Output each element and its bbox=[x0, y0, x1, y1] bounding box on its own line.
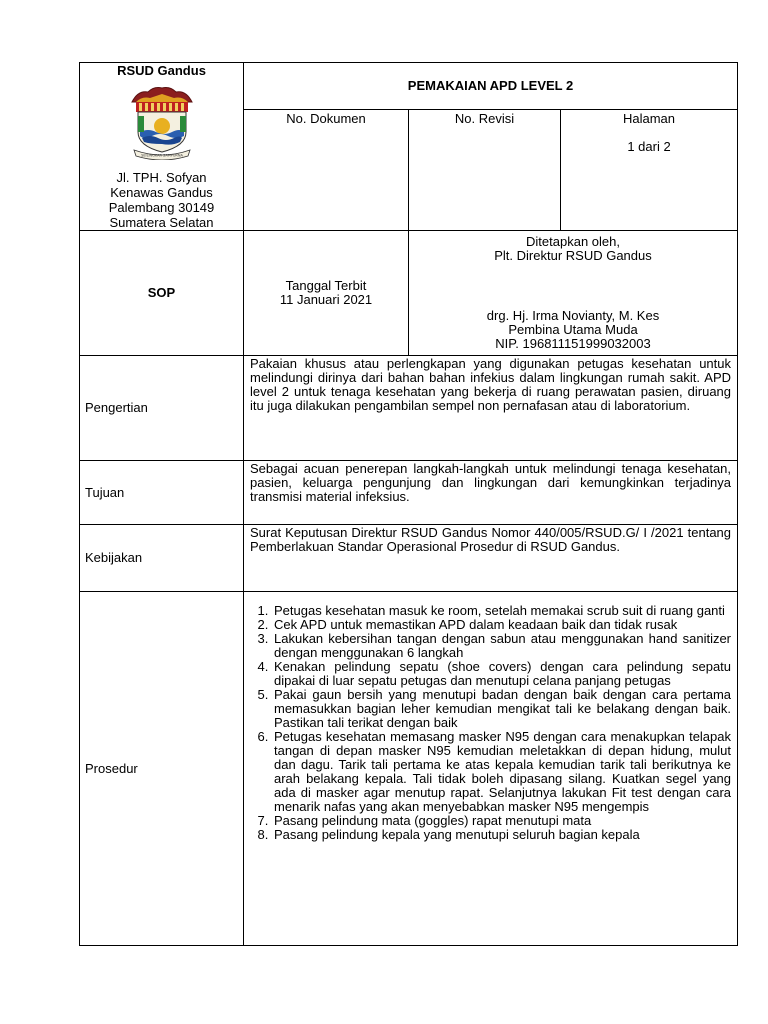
signer-nip: NIP. 196811151999032003 bbox=[495, 336, 651, 351]
prosedur-list bbox=[244, 604, 737, 842]
prosedur-step: 1. Petugas kesehatan masuk ke room, setelah memakai scrub suit di ruang ganti bbox=[272, 604, 731, 618]
prosedur-step: 7. Pasang pelindung mata (goggles) rapat menutupi mata bbox=[272, 814, 731, 828]
kebijakan-text: Surat Keputusan Direktur RSUD Gandus Nomor 440/005/RSUD.G/ I /2021 tentang Pemberlakuan Standar Operasional Prosedur di RSUD Gandus. bbox=[244, 525, 738, 592]
revision-label: No. Revisi bbox=[454, 110, 515, 126]
tujuan-label: Tujuan bbox=[80, 461, 244, 525]
prosedur-step: 3. Lakukan kebersihan tangan dengan sabun atau menggunakan hand sanitizer dengan menggunakan 6 langkah bbox=[272, 632, 731, 660]
prosedur-label: Prosedur bbox=[80, 592, 244, 946]
approved-by: Ditetapkan oleh, bbox=[526, 234, 620, 249]
prosedur-cell bbox=[244, 592, 738, 946]
pengertian-label: Pengertian bbox=[80, 356, 244, 461]
tujuan-text: Sebagai acuan penerepan langkah-langkah untuk melindungi tenaga kesehatan, pasien, keluarga pengunjung dan lingkungan dari kemungkinkan terjadinya transmisi material infeksius. bbox=[244, 461, 738, 525]
hospital-address bbox=[80, 170, 243, 230]
issue-date-value: 11 Januari 2021 bbox=[279, 292, 373, 307]
prosedur-step: 2. Cek APD untuk memastikan APD dalam keadaan baik dan tidak rusak bbox=[272, 618, 731, 632]
prosedur-step: 5. Pakai gaun bersih yang menutupi badan dengan baik dengan cara pertama memasukkan bagian leher kemudian mengikat tali ke belakang dengan baik. Pastikan tali terikat dengan baik bbox=[272, 688, 731, 730]
doc-number-label: No. Dokumen bbox=[286, 110, 366, 126]
sop-table bbox=[79, 62, 738, 946]
prosedur-step: 8. Pasang pelindung kepala yang menutupi seluruh bagian kepala bbox=[272, 828, 731, 842]
page-cell bbox=[561, 109, 738, 230]
signer-name: drg. Hj. Irma Novianty, M. Kes bbox=[486, 308, 660, 323]
sop-label: SOP bbox=[80, 231, 244, 356]
sop-document bbox=[79, 62, 737, 944]
hospital-logo-icon bbox=[130, 86, 194, 160]
document-title: PEMAKAIAN APD LEVEL 2 bbox=[244, 63, 738, 110]
prosedur-step: 6. Petugas kesehatan memasang masker N95 dengan cara menakupkan telapak tangan di depan masker N95 kemudian meletakkan di depan hidung, mulut dan dagu. Tarik tali pertama ke atas kepala kemudian tarik tali berikutnya ke arah belakang kepala. Tali tidak boleh dipasang silang. Kuatkan segel yang ada di masker agar menutup rapat. Selanjutnya lakukan Fit test dengan cara menarik nafas yang akan menyebabkan masker N95 mengempis bbox=[272, 730, 731, 814]
page-value: 1 dari 2 bbox=[627, 138, 671, 154]
svg-text:SEILINGKAR SAMPURNA: SEILINGKAR SAMPURNA bbox=[140, 153, 183, 158]
kebijakan-label: Kebijakan bbox=[80, 525, 244, 592]
issue-date-label: Tanggal Terbit bbox=[285, 278, 367, 293]
approver-title: Plt. Direktur RSUD Gandus bbox=[494, 248, 652, 263]
pengertian-text: Pakaian khusus atau perlengkapan yang digunakan petugas kesehatan untuk melindungi dirinya dari bahan bahan infekius dalam lingkungan rumah sakit. APD level 2 untuk tenaga kesehatan yang bekerja di ruang perawatan pasien, diruang itu juga dilakukan pengambilan sempel non pernafasan atau di laboratorium. bbox=[244, 356, 738, 461]
address-line: Jl. TPH. Sofyan bbox=[116, 170, 207, 185]
issue-date-cell bbox=[244, 231, 409, 356]
approval-cell bbox=[409, 231, 738, 356]
doc-number-cell bbox=[244, 109, 409, 230]
address-line: Sumatera Selatan bbox=[109, 215, 214, 230]
address-line: Kenawas Gandus bbox=[110, 185, 213, 200]
address-line: Palembang 30149 bbox=[108, 200, 215, 215]
signer-rank: Pembina Utama Muda bbox=[508, 322, 638, 337]
hospital-cell bbox=[80, 63, 244, 231]
signature-space bbox=[409, 263, 737, 309]
hospital-name: RSUD Gandus bbox=[117, 63, 206, 78]
revision-cell bbox=[409, 109, 561, 230]
page-label: Halaman bbox=[622, 110, 676, 126]
prosedur-step: 4. Kenakan pelindung sepatu (shoe covers) dengan cara pelindung sepatu dipakai di luar sepatu petugas dan menutupi celana panjang petugas bbox=[272, 660, 731, 688]
